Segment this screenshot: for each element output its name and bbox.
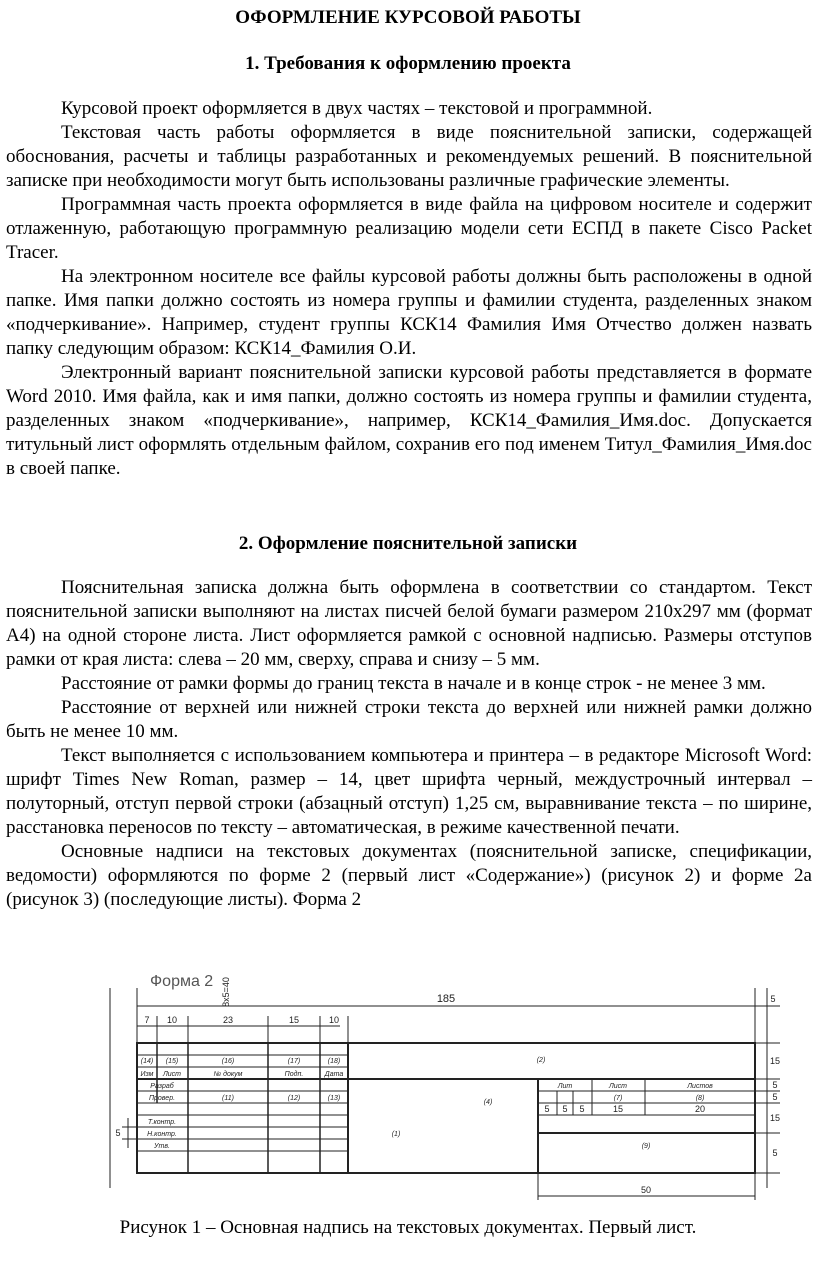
cell-tkontr: Т.контр. — [147, 1119, 177, 1126]
cell-utv: Утв. — [154, 1143, 170, 1150]
dim-c15: 15 — [288, 1015, 300, 1025]
paragraph: На электронном носителе все файлы курсовой работы должны быть расположены в одной папке. Имя папки должно состоять из номера группы и фамилии студента, разделенных знаком «подчеркивание». Например, студент группы КСК14 Фамилия Имя Отчество должен назвать папку следующим образом: КСК14_Фамилия О.И. — [6, 266, 812, 359]
cell-n14: (14) — [140, 1058, 154, 1065]
dim-bottom50: 50 — [640, 1185, 652, 1195]
paragraph: Пояснительная записка должна быть оформлена в соответствии со стандартом. Текст пояснительной записки выполняют на листах писчей белой бумаги размером 210х297 мм (формат А4) на одной стороне листа. Лист оформляется рамкой с основной надписью. Размеры отступов рамки от края листа: слева – 20 мм, сверху, справа и снизу – 5 мм. — [6, 577, 812, 670]
cell-n15: (15) — [165, 1058, 179, 1065]
cell-data: Дата — [324, 1071, 344, 1078]
cell-provr: Провер. — [148, 1095, 176, 1102]
dim-c23: 23 — [222, 1015, 234, 1025]
cell-n17: (17) — [287, 1058, 301, 1065]
cell-razrab: Разраб — [150, 1083, 174, 1090]
dim-row5c: 5 — [772, 1148, 778, 1158]
cell-n2: (2) — [536, 1057, 546, 1064]
document-title: ОФОРМЛЕНИЕ КУРСОВОЙ РАБОТЫ — [235, 7, 581, 28]
paragraph: Программная часть проекта оформляется в виде файла на цифровом носителе и содержит отлаженную, работающую программную реализацию модели сети ЕСПД в пакете Cisco Packet Tracer. — [6, 194, 812, 263]
overlay-label: Форма 2 — [150, 973, 214, 990]
cell-n1: (1) — [391, 1131, 401, 1138]
dim-sub15: 15 — [612, 1104, 624, 1114]
dim-row15a: 15 — [769, 1056, 781, 1066]
dim-right-margin: 5 — [770, 994, 776, 1004]
cell-listov: Листов — [687, 1083, 713, 1090]
dim-row15b: 15 — [769, 1113, 781, 1123]
paragraph: Электронный вариант пояснительной записки курсовой работы представляется в формате Word 2010. Имя файла, как и имя папки, должно состоять из номера группы и фамилии студента, разделенных знаком «подчеркивание», например, КСК14_Фамилия_Имя.doc. Допускается титульный лист оформлять отдельным файлом, сохранив его под именем Титул_Фамилия_Имя.doc в своей папке. — [6, 362, 812, 479]
dim-row5a: 5 — [772, 1080, 778, 1090]
dim-total: 185 — [436, 993, 456, 1005]
dim-sub5b: 5 — [562, 1104, 568, 1114]
cell-izm: Изм — [140, 1071, 154, 1078]
cell-n7: (7) — [613, 1095, 623, 1102]
section-2-body — [6, 576, 812, 912]
cell-n13: (13) — [327, 1095, 341, 1102]
dim-c7: 7 — [144, 1015, 150, 1025]
paragraph: Основные надписи на текстовых документах (пояснительной записке, спецификации, ведомости) оформляются по форме 2 (первый лист «Содержание») (рисунок 2) и форме 2а (рисунок 3) (последующие листы). Форма 2 — [6, 841, 812, 910]
cell-n11: (11) — [222, 1095, 234, 1102]
cell-lit: Лит — [557, 1083, 573, 1090]
paragraph: Текстовая часть работы оформляется в виде пояснительной записки, содержащей обоснования, расчеты и таблицы разработанных и рекомендуемых решений. В пояснительной записке при необходимости могут быть использованы различные графические элементы. — [6, 122, 812, 191]
cell-n8: (8) — [695, 1095, 705, 1102]
cell-list: Лист — [162, 1071, 182, 1078]
paragraph: Курсовой проект оформляется в двух частях – текстовой и программной. — [61, 98, 653, 119]
cell-n4: (4) — [483, 1099, 493, 1106]
dim-row5b: 5 — [772, 1092, 778, 1102]
dim-c10a: 10 — [166, 1015, 178, 1025]
dim-sub20: 20 — [694, 1104, 706, 1114]
cell-n12: (12) — [287, 1095, 301, 1102]
dim-sub5a: 5 — [544, 1104, 550, 1114]
section-1-heading: 1. Требования к оформлению проекта — [245, 53, 571, 74]
cell-n9: (9) — [641, 1143, 651, 1150]
dim-c10b: 10 — [328, 1015, 340, 1025]
cell-listh: Лист — [608, 1083, 628, 1090]
title-block-drawing — [100, 973, 781, 1208]
paragraph: Расстояние от рамки формы до границ текста в начале и в конце строк - не менее 3 мм. — [61, 673, 766, 694]
paragraph: Текст выполняется с использованием компьютера и принтера – в редакторе Microsoft Word: шрифт Times New Roman, размер – 14, цвет шрифта черный, междустрочный интервал – полуторный, отступ первой строки (абзацный отступ) 1,25 см, выравнивание текста – по ширине, расстановка переносов по тексту – автоматическая, в режиме качественной печати. — [6, 745, 812, 838]
cell-podp: Подп. — [284, 1071, 304, 1078]
dim-left-vertical: 8х5=40 — [221, 977, 231, 1007]
dim-row5-left: 5 — [115, 1128, 121, 1138]
dim-sub5c: 5 — [579, 1104, 585, 1114]
cell-n18: (18) — [327, 1058, 341, 1065]
section-2-heading: 2. Оформление пояснительной записки — [238, 533, 578, 554]
cell-nkontr: Н.контр. — [147, 1131, 177, 1138]
figure-caption: Рисунок 1 – Основная надпись на текстовых документах. Первый лист. — [119, 1217, 697, 1238]
paragraph: Расстояние от верхней или нижней строки текста до верхней или нижней рамки должно быть не менее 10 мм. — [6, 697, 812, 742]
section-1-body — [6, 97, 812, 481]
cell-n16: (16) — [221, 1058, 235, 1065]
cell-ndokum: № докум — [213, 1071, 243, 1078]
